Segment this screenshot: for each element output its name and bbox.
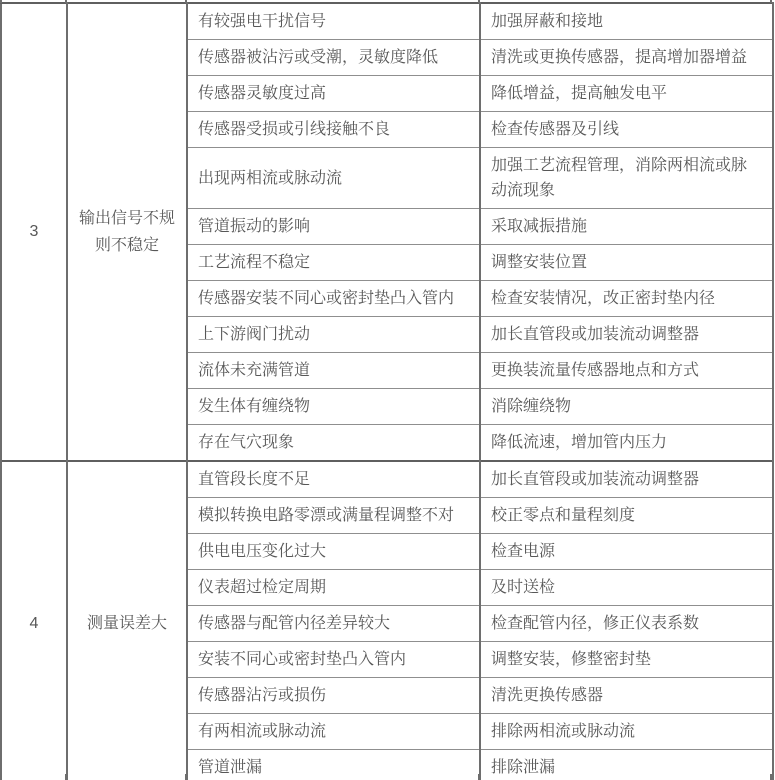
remedy-cell: 调整安装位置: [480, 245, 773, 281]
column-border-stub: [0, 774, 2, 780]
column-border-stub: [770, 0, 772, 3]
fault-phenomenon-cell: 输出信号不规则不稳定: [67, 3, 187, 461]
remedy-cell: 清洗或更换传感器，提高增加器增益: [480, 40, 773, 76]
fault-cause-cell: 传感器安装不同心或密封垫凸入管内: [187, 281, 480, 317]
remedy-cell: 校正零点和量程刻度: [480, 498, 773, 534]
remedy-cell: 检查配管内径，修正仪表系数: [480, 606, 773, 642]
fault-table-body: [1, 3, 773, 780]
fault-cause-cell: 管道振动的影响: [187, 209, 480, 245]
table-row: [1, 461, 773, 498]
table-row: [1, 3, 773, 40]
fault-table: [0, 2, 774, 780]
fault-cause-cell: 传感器受损或引线接触不良: [187, 112, 480, 148]
remedy-cell: 排除泄漏: [480, 750, 773, 780]
fault-cause-cell: 流体未充满管道: [187, 353, 480, 389]
column-border-stub: [478, 774, 480, 780]
fault-phenomenon-cell: 测量误差大: [67, 461, 187, 780]
fault-cause-cell: 有两相流或脉动流: [187, 714, 480, 750]
remedy-cell: 调整安装，修整密封垫: [480, 642, 773, 678]
fault-cause-cell: 安装不同心或密封垫凸入管内: [187, 642, 480, 678]
fault-cause-cell: 模拟转换电路零漂或满量程调整不对: [187, 498, 480, 534]
remedy-cell: 清洗更换传感器: [480, 678, 773, 714]
remedy-cell: 加长直管段或加装流动调整器: [480, 317, 773, 353]
column-border-stub: [0, 0, 2, 3]
remedy-cell: 检查安装情况，改正密封垫内径: [480, 281, 773, 317]
fault-cause-cell: 发生体有缠绕物: [187, 389, 480, 425]
remedy-cell: 采取减振措施: [480, 209, 773, 245]
remedy-cell: 检查电源: [480, 534, 773, 570]
fault-cause-cell: 上下游阀门扰动: [187, 317, 480, 353]
remedy-cell: 排除两相流或脉动流: [480, 714, 773, 750]
fault-cause-cell: 仪表超过检定周期: [187, 570, 480, 606]
fault-cause-cell: 传感器沾污或损伤: [187, 678, 480, 714]
remedy-cell: 及时送检: [480, 570, 773, 606]
section-number-cell: 4: [1, 461, 67, 780]
fault-cause-cell: 管道泄漏: [187, 750, 480, 780]
fault-cause-cell: 供电电压变化过大: [187, 534, 480, 570]
remedy-cell: 降低增益，提高触发电平: [480, 76, 773, 112]
remedy-cell: 加强屏蔽和接地: [480, 3, 773, 40]
column-border-stub: [478, 0, 480, 3]
fault-cause-cell: 直管段长度不足: [187, 461, 480, 498]
column-border-stub: [65, 0, 67, 3]
column-border-stub: [185, 0, 187, 3]
remedy-cell: 加长直管段或加装流动调整器: [480, 461, 773, 498]
column-border-stub: [65, 774, 67, 780]
fault-cause-cell: 传感器被沾污或受潮，灵敏度降低: [187, 40, 480, 76]
fault-cause-cell: 工艺流程不稳定: [187, 245, 480, 281]
fault-cause-cell: 传感器与配管内径差异较大: [187, 606, 480, 642]
fault-cause-cell: 存在气穴现象: [187, 425, 480, 462]
fault-cause-cell: 有较强电干扰信号: [187, 3, 480, 40]
remedy-cell: 检查传感器及引线: [480, 112, 773, 148]
remedy-cell: 降低流速，增加管内压力: [480, 425, 773, 462]
column-border-stub: [185, 774, 187, 780]
column-border-stub: [770, 774, 772, 780]
section-number-cell: 3: [1, 3, 67, 461]
fault-cause-cell: 出现两相流或脉动流: [187, 148, 480, 209]
fault-cause-cell: 传感器灵敏度过高: [187, 76, 480, 112]
remedy-cell: 加强工艺流程管理，消除两相流或脉动流现象: [480, 148, 773, 209]
remedy-cell: 更换装流量传感器地点和方式: [480, 353, 773, 389]
remedy-cell: 消除缠绕物: [480, 389, 773, 425]
